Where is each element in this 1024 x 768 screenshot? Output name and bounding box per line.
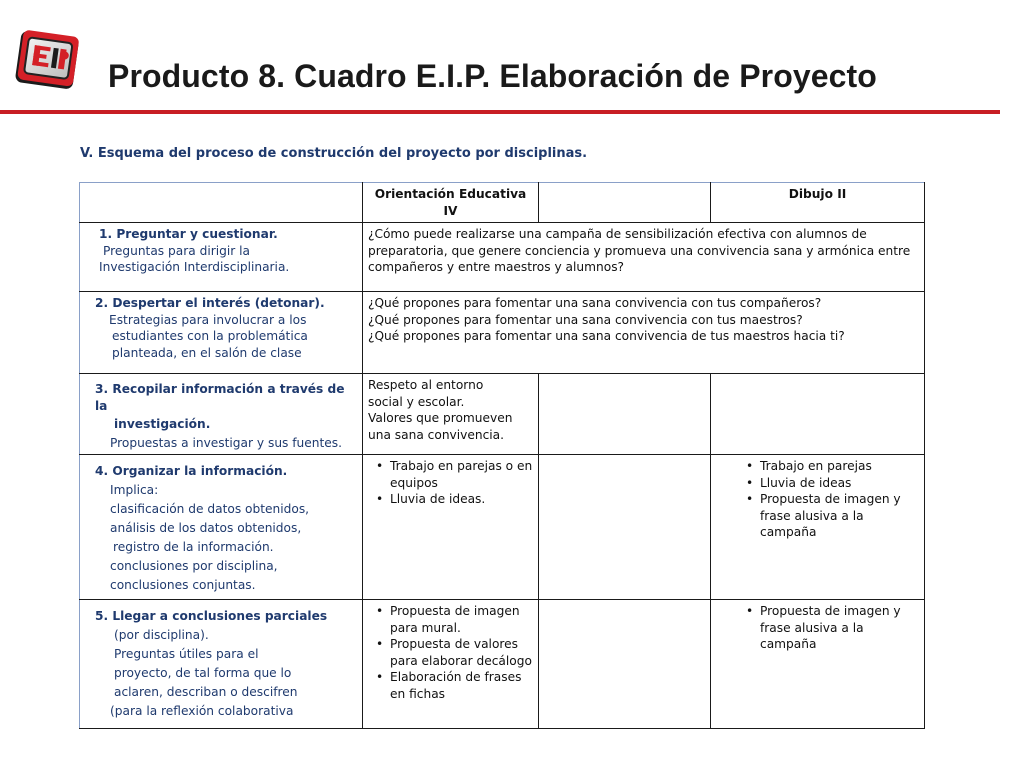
- empty-cell: [539, 455, 711, 600]
- bullet-list: [368, 458, 533, 508]
- empty-cell: [539, 374, 711, 455]
- stage-title: 2. Despertar el interés (detonar).: [95, 296, 325, 310]
- stage-cell: [80, 374, 363, 455]
- stage-title-cont: investigación.: [114, 417, 211, 431]
- page-title: Producto 8. Cuadro E.I.P. Elaboración de Proyecto: [108, 58, 877, 94]
- table-row: [80, 292, 925, 374]
- stage-note: registro de la información.: [113, 540, 274, 554]
- stage-note: conclusiones conjuntas.: [110, 578, 256, 592]
- stage-note: (para la reflexión colaborativa: [110, 704, 294, 718]
- orientacion-cell: [363, 374, 539, 455]
- dibujo-cell: [711, 600, 925, 729]
- eip-logo-icon: [14, 28, 84, 94]
- list-item: • Trabajo en parejas o en equipos: [390, 458, 533, 491]
- cell-line: Respeto al entorno: [368, 378, 484, 392]
- table-row: [80, 374, 925, 455]
- list-item: • Propuesta de imagen y frase alusiva a la campaña: [760, 603, 919, 653]
- cell-line: Valores que promueven: [368, 411, 513, 425]
- bullet-list: [716, 603, 919, 653]
- stage-note: clasificación de datos obtenidos,: [110, 502, 310, 516]
- stage-note: Preguntas para dirigir la: [103, 243, 250, 258]
- project-table: [79, 182, 925, 729]
- stage-note: Implica:: [110, 483, 159, 497]
- stage-note: estudiantes con la problemática: [112, 329, 308, 343]
- table-row: [80, 223, 925, 292]
- merged-question-cell: [363, 292, 925, 374]
- stage-cell: [80, 600, 363, 729]
- list-item: • Elaboración de frases en fichas: [390, 669, 533, 702]
- list-item: • Propuesta de imagen y frase alusiva a la campaña: [760, 491, 919, 541]
- stage-title: 5. Llegar a conclusiones parciales: [95, 609, 328, 623]
- stage-note: proyecto, de tal forma que lo: [114, 666, 292, 680]
- stage-note: aclaren, describan o descifren: [114, 685, 298, 699]
- stage-note: Preguntas útiles para el: [114, 647, 259, 661]
- bullet-list: [716, 458, 919, 541]
- stage-note: Investigación Interdisciplinaria.: [99, 260, 290, 274]
- question-line: ¿Qué propones para fomentar una sana convivencia de tus maestros hacia ti?: [368, 329, 845, 343]
- header-cell-empty: [80, 183, 363, 223]
- header-dibujo: Dibujo II: [711, 183, 925, 223]
- list-item: • Propuesta de valores para elaborar decálogo: [390, 636, 533, 669]
- dibujo-cell: [711, 374, 925, 455]
- header-orientacion: Orientación Educativa IV: [363, 183, 539, 223]
- title-divider: [0, 110, 1000, 114]
- question-line: ¿Qué propones para fomentar una sana convivencia con tus compañeros?: [368, 296, 822, 310]
- cell-line: social y escolar.: [368, 394, 465, 409]
- stage-cell: [80, 455, 363, 600]
- table-row: [80, 600, 925, 729]
- stage-title: 4. Organizar la información.: [95, 464, 288, 478]
- stage-cell: [80, 292, 363, 374]
- stage-note: análisis de los datos obtenidos,: [110, 521, 302, 535]
- cell-line: una sana convivencia.: [368, 427, 505, 442]
- stage-note: conclusiones por disciplina,: [110, 559, 278, 573]
- stage-title: 1. Preguntar y cuestionar.: [99, 227, 278, 241]
- list-item: • Propuesta de imagen para mural.: [390, 603, 533, 636]
- stage-note: Estrategias para involucrar a los: [109, 312, 307, 327]
- empty-cell: [539, 600, 711, 729]
- orientacion-cell: [363, 455, 539, 600]
- stage-title: 3. Recopilar información a través de la: [95, 382, 345, 413]
- table-row: [80, 455, 925, 600]
- orientacion-cell: [363, 600, 539, 729]
- bullet-list: [368, 603, 533, 702]
- merged-question-cell: ¿Cómo puede realizarse una campaña de sensibilización efectiva con alumnos de preparatoria, que genere conciencia y promueva una convivencia sana y armónica entre compañeros y entre maestros y alumnos?: [363, 223, 925, 292]
- stage-note: (por disciplina).: [114, 628, 209, 642]
- stage-note: Propuestas a investigar y sus fuentes.: [110, 435, 343, 450]
- header-empty: [539, 183, 711, 223]
- list-item: • Lluvia de ideas: [760, 475, 919, 492]
- question-line: ¿Qué propones para fomentar una sana convivencia con tus maestros?: [368, 312, 803, 327]
- dibujo-cell: [711, 455, 925, 600]
- stage-note: planteada, en el salón de clase: [112, 345, 302, 360]
- table-header-row: [80, 183, 925, 223]
- list-item: • Trabajo en parejas: [760, 458, 919, 475]
- list-item: • Lluvia de ideas.: [390, 491, 533, 508]
- section-subtitle: V. Esquema del proceso de construcción del proyecto por disciplinas.: [80, 146, 588, 161]
- stage-cell: [80, 223, 363, 292]
